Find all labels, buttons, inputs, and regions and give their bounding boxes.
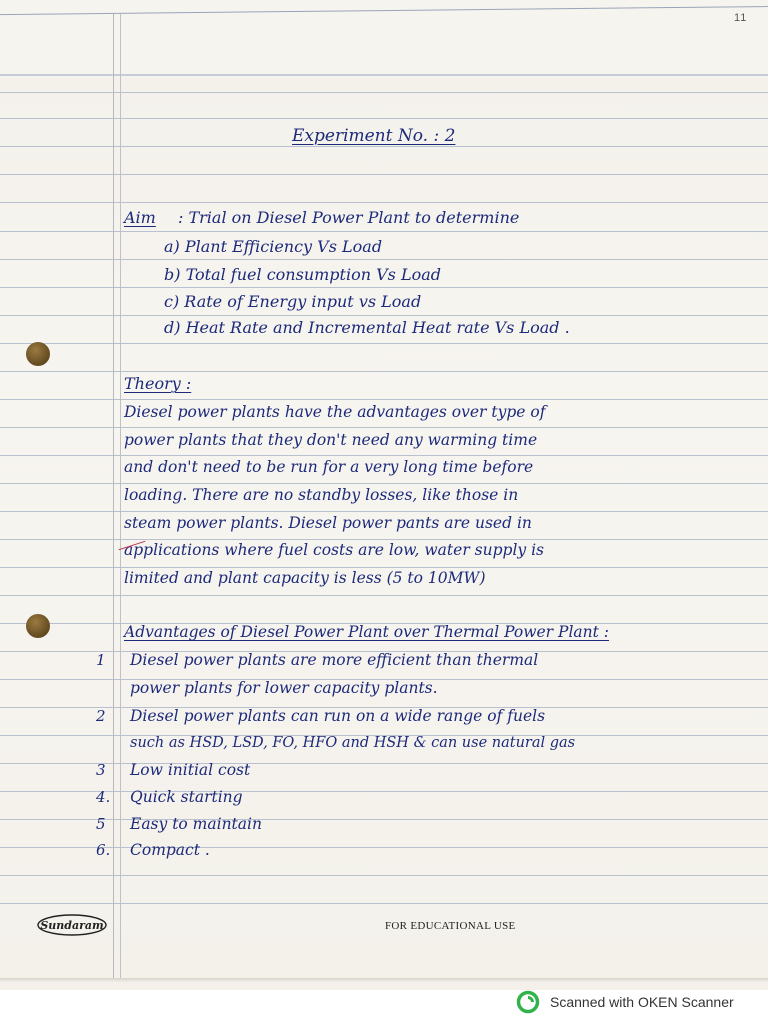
footer-text: FOR EDUCATIONAL USE	[385, 920, 516, 932]
ruled-line	[0, 343, 768, 344]
ruled-line	[0, 202, 768, 203]
theory-line: power plants that they don't need any warming time	[124, 431, 538, 449]
theory-line: and don't need to be run for a very long time before	[124, 458, 534, 476]
ruled-line	[0, 903, 768, 904]
ruled-line	[0, 483, 768, 484]
ruled-line	[0, 511, 768, 512]
item-number: 3	[96, 761, 106, 779]
scanner-text: Scanned with OKEN Scanner	[550, 994, 734, 1010]
ruled-line	[0, 847, 768, 848]
ruled-line	[0, 791, 768, 792]
ruled-line	[0, 92, 768, 93]
ruled-line	[0, 763, 768, 764]
ruled-line	[0, 427, 768, 428]
aim-item: c) Rate of Energy input vs Load	[164, 292, 422, 311]
advantage-line: Compact .	[130, 841, 210, 859]
aim-item: a) Plant Efficiency Vs Load	[164, 237, 383, 256]
advantage-line: such as HSD, LSD, FO, HFO and HSH & can use natural gas	[130, 735, 576, 751]
ruled-line	[0, 174, 768, 175]
binder-hole	[26, 342, 50, 366]
advantages-heading: Advantages of Diesel Power Plant over Thermal Power Plant :	[124, 623, 610, 641]
ruled-line	[0, 315, 768, 316]
sundaram-logo	[36, 912, 108, 938]
item-number: 6.	[96, 841, 111, 859]
item-number: 2	[96, 707, 106, 725]
aim-label: Aim	[124, 208, 156, 227]
theory-line: loading. There are no standby losses, like those in	[124, 486, 519, 504]
ruled-line	[0, 567, 768, 568]
header-rule	[0, 74, 768, 76]
item-number: 1	[96, 651, 106, 669]
item-number: 5	[96, 815, 106, 833]
ruled-line	[0, 399, 768, 400]
advantage-line: Quick starting	[130, 788, 243, 806]
theory-line: Diesel power plants have the advantages over type of	[124, 403, 546, 421]
ruled-line	[0, 146, 768, 147]
advantage-line: Diesel power plants are more efficient than thermal	[130, 651, 539, 669]
advantage-line: Low initial cost	[130, 761, 251, 779]
ruled-line	[0, 287, 768, 288]
ruled-line	[0, 819, 768, 820]
theory-heading: Theory :	[124, 374, 192, 393]
advantage-line: Easy to maintain	[130, 815, 262, 833]
page-number: 11	[734, 12, 748, 24]
margin-line	[120, 14, 121, 979]
ruled-line	[0, 875, 768, 876]
theory-line: steam power plants. Diesel power pants are used in	[124, 514, 532, 532]
aim-item: b) Total fuel consumption Vs Load	[164, 265, 441, 284]
ruled-line	[0, 231, 768, 232]
theory-line: limited and plant capacity is less (5 to 10MW)	[124, 569, 486, 587]
page-top-strip	[0, 0, 768, 78]
ruled-line	[0, 455, 768, 456]
experiment-title: Experiment No. : 2	[292, 126, 456, 146]
ruled-line	[0, 539, 768, 540]
scanner-watermark	[516, 990, 734, 1014]
svg-text:Sundaram: Sundaram	[40, 919, 104, 932]
ruled-line	[0, 118, 768, 119]
ruled-line	[0, 259, 768, 260]
item-number: 4.	[96, 788, 111, 806]
advantage-line: power plants for lower capacity plants.	[130, 679, 438, 697]
binder-hole	[26, 614, 50, 638]
aim-item: d) Heat Rate and Incremental Heat rate Vs Load .	[164, 318, 570, 337]
theory-line: applications where fuel costs are low, water supply is	[124, 541, 544, 559]
page-bottom-edge	[0, 978, 768, 982]
aim-intro: : Trial on Diesel Power Plant to determine	[178, 208, 520, 227]
ruled-line	[0, 371, 768, 372]
margin-line	[113, 14, 114, 979]
scanner-logo-icon	[516, 990, 542, 1014]
ruled-line	[0, 595, 768, 596]
advantage-line: Diesel power plants can run on a wide range of fuels	[130, 707, 546, 725]
